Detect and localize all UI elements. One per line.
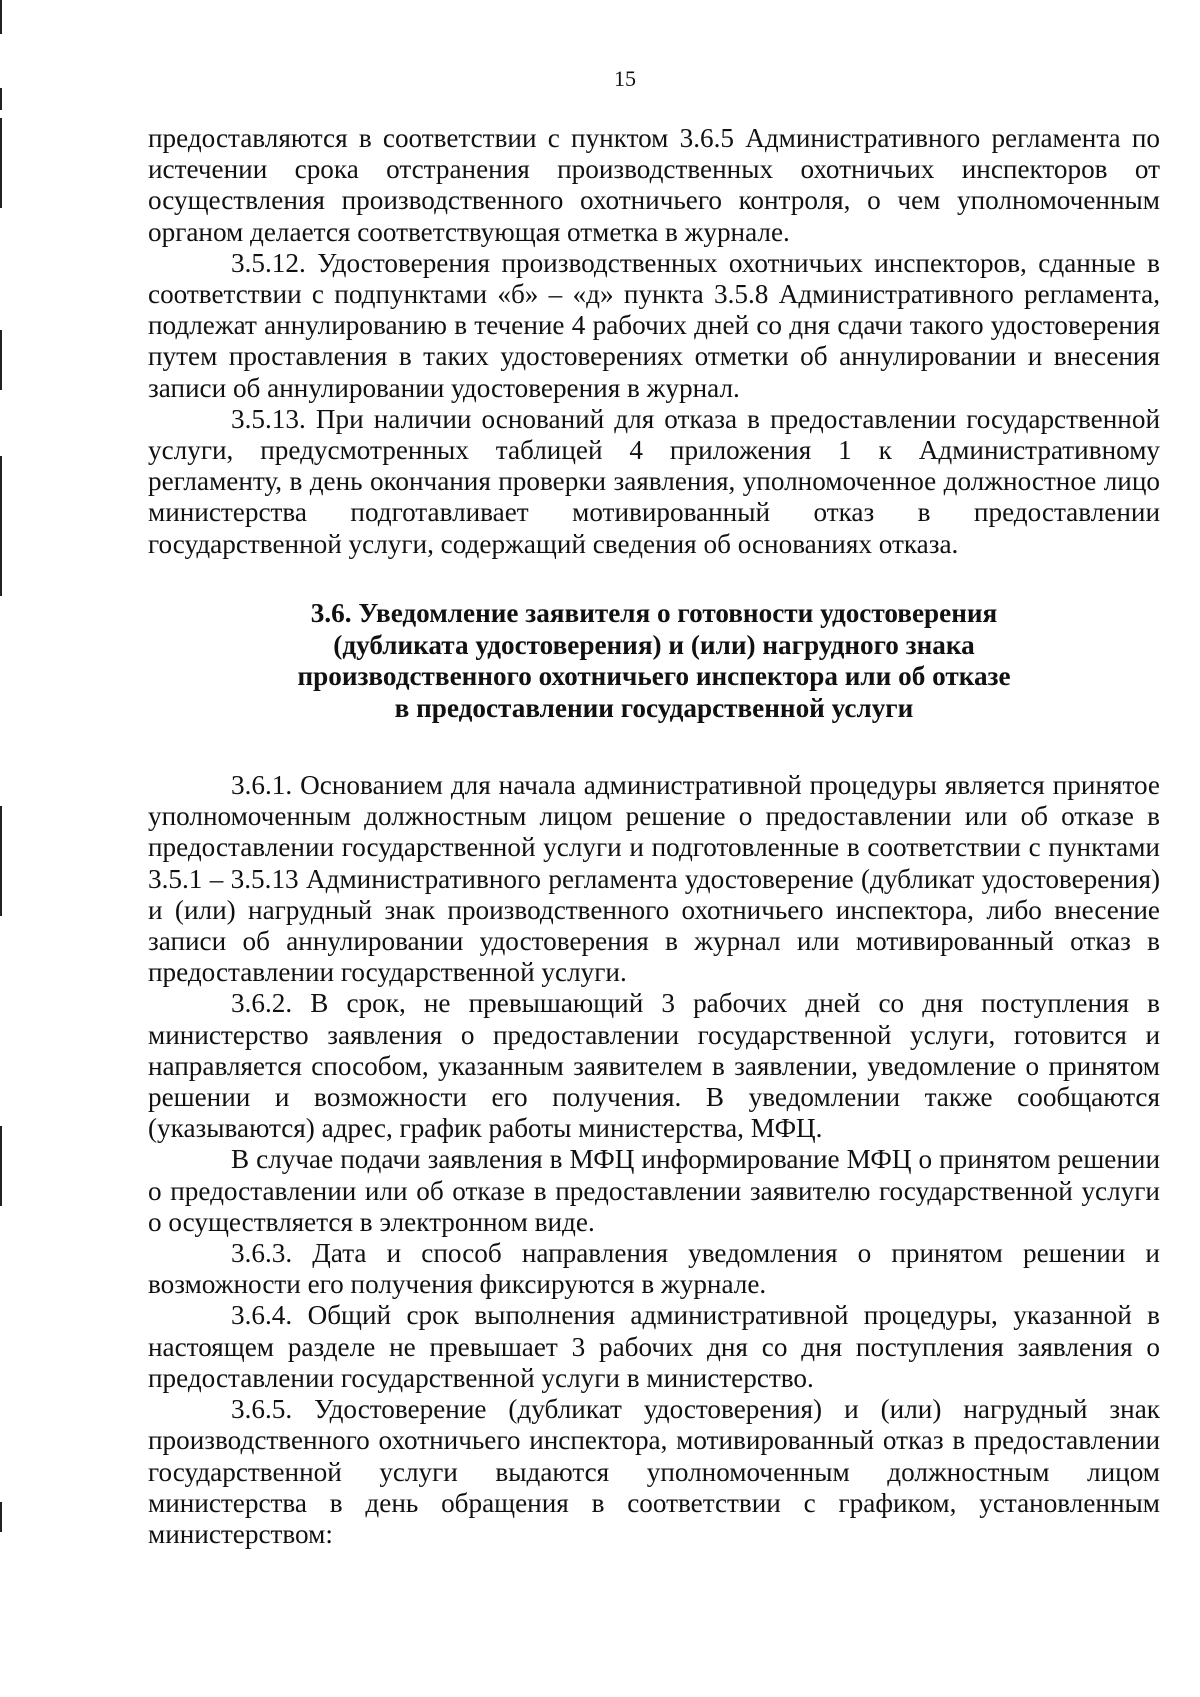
paragraph-continuation: предоставляются в соответствии с пунктом 3.6.5 Административного регламента по истечении срока отстранения производственных охотничьих инспекторов от осуществления производственного охотничьего контроля, о чем уполномоченным органом делается соответствующая отметка в журнале. <box>148 123 1160 247</box>
paragraph-3-6-5: 3.6.5. Удостоверение (дубликат удостоверения) и (или) нагрудный знак производственного охотничьего инспектора, мотивированный отказ в предоставлении государственной услуги выдаются уполномоченным должностным лицом министерства в день обращения в соответствии с графиком, установленным министерством: <box>148 1394 1160 1549</box>
page-number: 15 <box>614 66 636 91</box>
scan-edge-mark <box>0 118 2 208</box>
scan-edge-mark <box>0 456 2 596</box>
paragraph-mfc-informing: В случае подачи заявления в МФЦ информирование МФЦ о принятом решении о предоставлении или об отказе в предоставлении заявителю государственной услуги о осуществляется в электронном виде. <box>148 1144 1160 1237</box>
scan-edge-mark <box>0 1126 2 1206</box>
paragraph-3-6-4: 3.6.4. Общий срок выполнения административной процедуры, указанной в настоящем разделе не превышает 3 рабочих дня со дня поступления заявления о предоставлении государственной услуги в министерство. <box>148 1300 1160 1393</box>
heading-line: в предоставлении государственной услуги <box>394 693 914 724</box>
heading-line: производственного охотничьего инспектора или об отказе <box>297 661 1011 692</box>
scan-edge-mark <box>0 0 2 34</box>
paragraph-3-6-3: 3.6.3. Дата и способ направления уведомления о принятом решении и возможности его получения фиксируются в журнале. <box>148 1238 1160 1300</box>
paragraph-3-6-1: 3.6.1. Основанием для начала административной процедуры является принятое уполномоченным должностным лицом решение о предоставлении или об отказе в предоставлении государственной услуги и подготовленные в соответствии с пунктами 3.5.1 – 3.5.13 Административного регламента удостоверение (дубликат удостоверения) и (или) нагрудный знак производственного охотничьего инспектора, либо внесение записи об аннулировании удостоверения в журнал или мотивированный отказ в предоставлении государственной услуги. <box>148 770 1160 988</box>
paragraph-3-5-13: 3.5.13. При наличии оснований для отказа в предоставлении государственной услуги, предусмотренных таблицей 4 приложения 1 к Административному регламенту, в день окончания проверки заявления, уполномоченное должностное лицо министерства подготавливает мотивированный отказ в предоставлении государственной услуги, содержащий сведения об основаниях отказа. <box>148 403 1160 559</box>
scan-edge-mark <box>0 330 2 390</box>
paragraph-3-5-12: 3.5.12. Удостоверения производственных охотничьих инспекторов, сданные в соответствии с подпунктами «б» – «д» пункта 3.5.8 Административного регламента, подлежат аннулированию в течение 4 рабочих дней со дня сдачи такого удостоверения путем проставления в таких удостоверениях отметки об аннулировании и внесения записи об аннулировании удостоверения в журнал. <box>148 247 1160 403</box>
heading-line: (дубликата удостоверения) и (или) нагрудного знака <box>333 629 975 660</box>
paragraph-3-6-2: 3.6.2. В срок, не превышающий 3 рабочих дней со дня поступления в министерство заявления о предоставлении государственной услуги, готовится и направляется способом, указанным заявителем в заявлении, уведомление о принятом решении и возможности его получения. В уведомлении также сообщаются (указываются) адрес, график работы министерства, МФЦ. <box>148 988 1160 1144</box>
section-heading-3-6 <box>148 598 1160 725</box>
scan-edge-mark <box>0 1502 2 1532</box>
scan-edge-mark <box>0 806 2 916</box>
document-body <box>148 123 1160 1550</box>
heading-line: 3.6. Уведомление заявителя о готовности удостоверения <box>310 597 998 628</box>
